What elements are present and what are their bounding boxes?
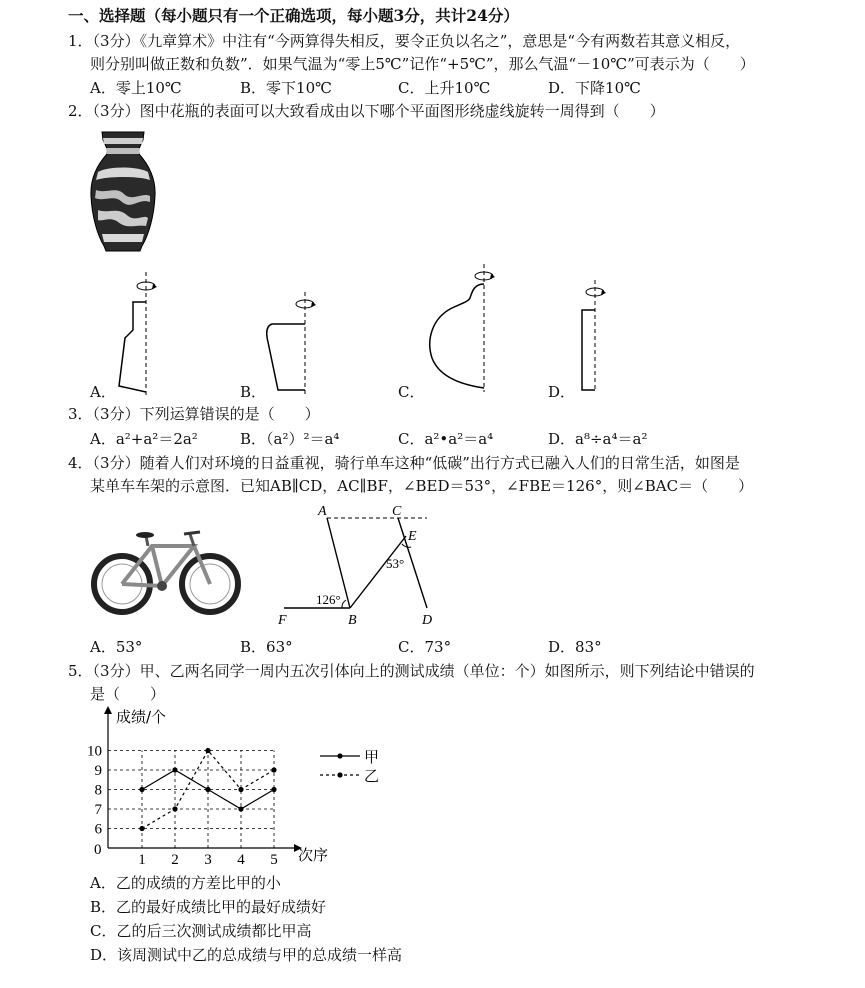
q1-option-d: D．下降10℃ [548, 79, 641, 97]
x-tick-label: 4 [237, 852, 245, 868]
bicycle-image [90, 526, 242, 618]
q2-shape-d [572, 278, 622, 398]
q3-option-a: A．a²+a²＝2a² [90, 430, 198, 448]
x-tick-label: 3 [204, 852, 212, 868]
chart-grid [108, 751, 274, 849]
bike-frame-diagram [272, 496, 442, 632]
q5-line2: 是（ ） [90, 685, 166, 703]
q4-option-b: B．63° [240, 638, 293, 656]
origin-label: 0 [94, 842, 102, 858]
label-b: B [348, 613, 357, 628]
series-2-point [172, 806, 177, 811]
series-1-point [238, 806, 243, 811]
x-tick-label: 5 [270, 852, 278, 868]
label-e: E [408, 529, 417, 544]
q4-line2: 某单车车架的示意图．已知AB∥CD，AC∥BF，∠BED＝53°，∠FBE＝126°，则∠BAC＝（ ） [90, 477, 754, 495]
q2-label-a: A． [90, 383, 116, 401]
series-2-point [205, 748, 210, 753]
y-tick-label: 9 [94, 763, 102, 779]
series-1-point [271, 787, 276, 792]
q1-option-b: B．零下10℃ [240, 79, 332, 97]
label-c: C [392, 504, 402, 519]
series-2-point [271, 767, 276, 772]
q4-option-c: C．73° [398, 638, 452, 656]
series-1-point [139, 787, 144, 792]
x-axis-label: 次序 [298, 846, 329, 864]
series-1-point [172, 767, 177, 772]
series-2-point [238, 787, 243, 792]
chart-ticks [87, 744, 278, 869]
q2-shape-a [105, 268, 165, 398]
q4-line1: 4．（3分）随着人们对环境的日益重视，骑行单车这种“低碳”出行方式已融入人们的日常生活，如图是 [68, 454, 740, 472]
x-tick-label: 2 [171, 852, 179, 868]
legend-label-1: 甲 [364, 748, 380, 766]
q4-option-a: A．53° [90, 638, 143, 656]
y-tick-label: 8 [94, 782, 102, 799]
q3-option-c: C．a²•a²＝a⁴ [398, 430, 494, 448]
q2-shape-b [258, 290, 318, 400]
y-tick-label: 7 [94, 802, 102, 818]
x-tick-label: 1 [138, 852, 146, 868]
score-line-chart [84, 706, 424, 868]
label-f: F [278, 613, 287, 628]
series-1-point [205, 787, 210, 792]
angle-53: 53° [386, 556, 405, 571]
q4-option-d: D．83° [548, 638, 602, 656]
q1-option-a: A．零上10℃ [90, 79, 182, 97]
q2-shape-c [420, 262, 500, 398]
q1-line1: 1．（3分）《九章算术》中注有“今两算得失相反，要令正负以名之”，意思是“今有两数若其意义相反， [68, 32, 741, 50]
label-d: D [422, 613, 433, 628]
angle-126: 126° [316, 592, 341, 607]
q3-option-d: D．a⁸÷a⁴＝a² [548, 430, 648, 448]
q2-label-d: D． [548, 383, 576, 401]
y-axis-arrow [104, 706, 112, 714]
q2-line1: 2．（3分）图中花瓶的表面可以大致看成由以下哪个平面图形绕虚线旋转一周得到（ ） [68, 102, 665, 120]
legend-marker-2 [337, 772, 342, 777]
y-axis-label: 成绩/个 [116, 708, 167, 726]
q2-label-c: C． [398, 383, 425, 401]
q1-line2: 则分别叫做正数和负数”．如果气温为“零上5℃”记作“+5℃”，那么气温“－10℃”可表示为（ ） [90, 55, 755, 73]
chart-series [139, 748, 276, 831]
q5-option-d: D．该周测试中乙的总成绩与甲的总成绩一样高 [90, 946, 403, 964]
label-a: A [318, 504, 327, 519]
q5-option-a: A．乙的成绩的方差比甲的小 [90, 874, 281, 892]
y-tick-label: 10 [87, 743, 102, 760]
q5-line1: 5．（3分）甲、乙两名同学一周内五次引体向上的测试成绩（单位：个）如图所示，则下列结论中错误的 [68, 662, 755, 680]
q3-line1: 3．（3分）下列运算错误的是（ ） [68, 405, 320, 423]
q1-option-c: C．上升10℃ [398, 79, 491, 97]
q2-label-b: B． [240, 383, 267, 401]
chart-legend [320, 748, 379, 785]
q5-option-b: B．乙的最好成绩比甲的最好成绩好 [90, 898, 327, 916]
legend-label-2: 乙 [364, 767, 380, 785]
series-2-point [139, 826, 144, 831]
q3-option-b: B．（a²）²＝a⁴ [240, 430, 340, 448]
vase-image [88, 130, 158, 252]
q5-option-c: C．乙的后三次测试成绩都比甲高 [90, 922, 312, 940]
legend-marker-1 [337, 753, 342, 758]
y-tick-label: 6 [94, 821, 102, 838]
section-title: 一、选择题（每小题只有一个正确选项，每小题3分，共计24分） [68, 6, 519, 25]
